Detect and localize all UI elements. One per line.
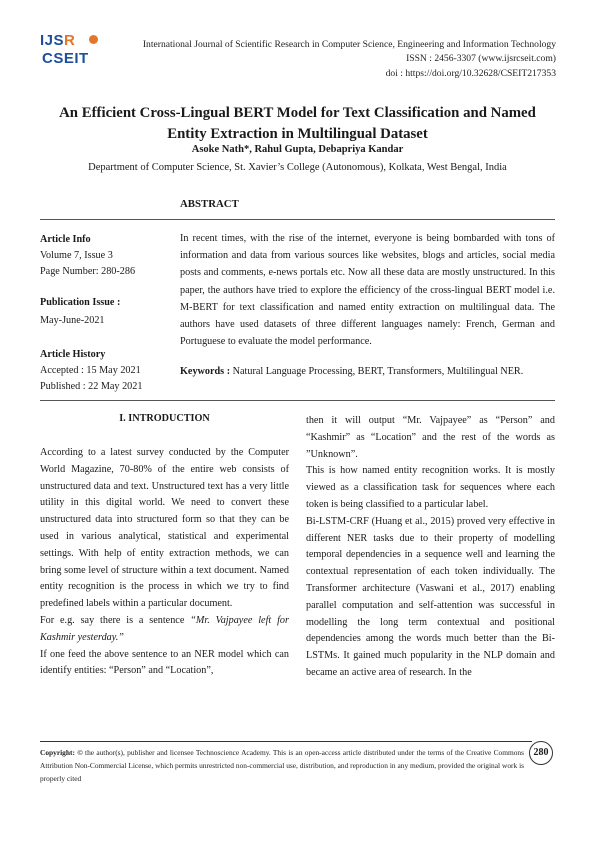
divider-top <box>40 219 555 220</box>
paper-affiliation: Department of Computer Science, St. Xavier’s College (Autonomous), Kolkata, West Bengal, India <box>88 162 507 173</box>
intro-paragraph: If one feed the above sentence to an NER model which can identify entities: “Person” and “Location”, <box>40 648 289 677</box>
journal-issn: ISSN : 2456-3307 (www.ijsrcseit.com) <box>406 53 556 65</box>
paper-authors: Asoke Nath*, Rahul Gupta, Debapriya Kandar <box>191 144 404 155</box>
column-right <box>306 413 555 682</box>
page-number: 280 <box>529 741 553 765</box>
intro-paragraph: then it will output “Mr. Vajpayee” as “Person” and “Kashmir” as “Location” and the rest of the words as ”Unknown”. <box>306 415 555 460</box>
journal-name: International Journal of Scientific Research in Computer Science, Engineering and Information Technology <box>142 39 556 50</box>
article-history-heading: Article History <box>40 349 106 360</box>
abstract-heading: ABSTRACT <box>180 198 239 210</box>
publication-issue-heading: Publication Issue : <box>40 297 121 308</box>
keywords <box>180 364 555 380</box>
intro-paragraph: For e.g. say there is a sentence “Mr. Vajpayee left for Kashmir yesterday.” <box>40 614 289 643</box>
article-accepted: Accepted : 15 May 2021 <box>40 365 141 376</box>
journal-logo <box>40 32 100 68</box>
logo-line1: IJSR <box>40 32 76 49</box>
keywords-text: Natural Language Processing, BERT, Transformers, Multilingual NER. <box>230 366 524 377</box>
intro-paragraph: According to a latest survey conducted by the Computer World Magazine, 70-80% of the entire web consists of unstructured data and text. Unstructured text has a very little utility in this digital world. We need to convert these unstructured data into structured form so that they can be used in various analytical, statistical and experimental settings. With help of entity extraction methods, we can bring some level of structure within a text document. Named entity recognition is the process in which we try to find predefined labels within a particular document. <box>40 447 289 610</box>
keywords-label: Keywords : <box>180 366 231 377</box>
article-published: Published : 22 May 2021 <box>40 381 143 392</box>
abstract-text: In recent times, with the rise of the internet, everyone is being bombarded with tons of information and data from various sources like websites, blogs and articles, social media posts and comments, e-news portals etc. Now all these data are mostly unstructured. In this paper, the authors have tried to explore the efficiency of the cross-lingual BERT model i.e. M-BERT for text classification and named entity extraction on multilingual data. The authors have used datasets of three different languages namely: French, German and Portuguese to evaluate the model performance. <box>180 233 555 348</box>
article-info-heading: Article Info <box>40 234 91 245</box>
section-heading-introduction: I. INTRODUCTION <box>119 413 210 424</box>
divider-bottom <box>40 400 555 401</box>
publication-issue-value: May-June-2021 <box>40 315 105 326</box>
copyright-notice: Copyright: © the author(s), publisher and licensee Technoscience Academy. This is an open-access article distributed under the terms of the Creative Commons Attribution Non-Commercial License, which permits unrestricted non-commercial use, distribution, and reproduction in any medium, provided the original work is properly cited <box>40 748 524 783</box>
column-left <box>40 445 289 680</box>
journal-header <box>96 38 556 81</box>
article-info <box>40 232 170 280</box>
intro-paragraph: Bi-LSTM-CRF (Huang et al., 2015) proved very effective in different NER tasks due to their property of modelling temporal dependencies in a sequence well and learning the contextual representation of each token individually. The Transformer architecture (Vaswani et al., 2017) enabling parallel computation and self-attention was successful in modelling the long term contextual and positional dependencies among the words much better than the Bi-LSTMs. It gained much popularity in the NLP domain and became an active area of research. In the <box>306 515 555 678</box>
article-history <box>40 347 170 395</box>
logo-line2: CSEIT <box>42 50 89 67</box>
article-volume: Volume 7, Issue 3 <box>40 250 113 261</box>
publication-issue <box>40 295 170 329</box>
intro-paragraph: This is how named entity recognition works. It is mostly viewed as a classification task for sequences where each token is being classified to a particular label. <box>306 465 555 510</box>
footer-divider <box>40 741 532 742</box>
article-pages: Page Number: 280-286 <box>40 266 136 277</box>
paper-title: An Efficient Cross-Lingual BERT Model for Text Classification and Named Entity Extraction in Multilingual Dataset <box>59 105 536 142</box>
journal-doi[interactable]: doi : https://doi.org/10.32628/CSEIT217353 <box>385 67 556 79</box>
